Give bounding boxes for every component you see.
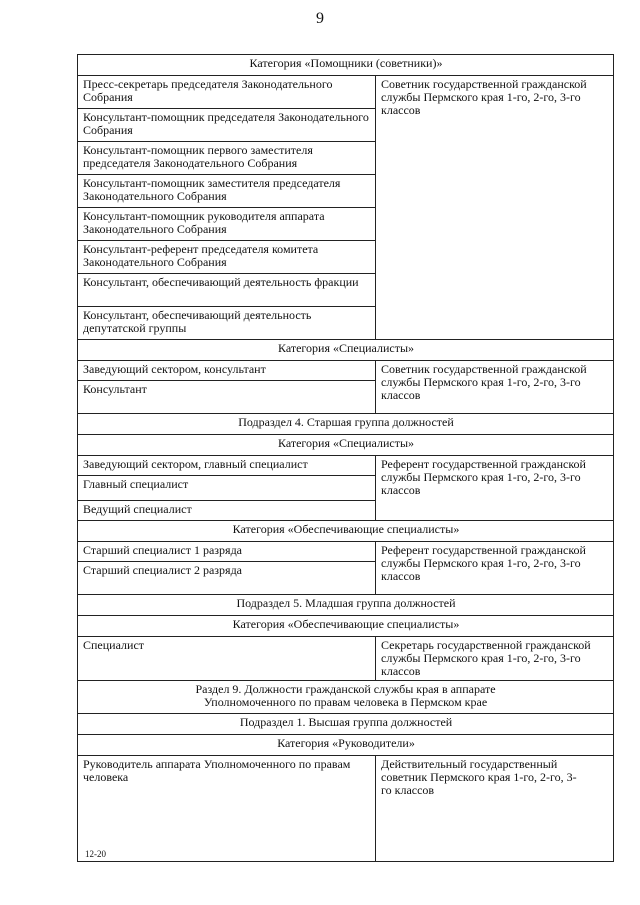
- position-name: Консультант-помощник руководителя аппарата Законодательного Собрания: [78, 208, 376, 241]
- subsection-heading: Подраздел 4. Старшая группа должностей: [78, 414, 614, 435]
- subsection-heading: Подраздел 5. Младшая группа должностей: [78, 595, 614, 616]
- position-row: [78, 542, 614, 562]
- position-name: Консультант-помощник председателя Законодательного Собрания: [78, 109, 376, 142]
- section-heading-row: [78, 681, 614, 714]
- class-rank: Референт государственной гражданской службы Пермского края 1-го, 2-го, 3-го классов: [376, 542, 614, 595]
- position-name: Консультант: [78, 381, 376, 414]
- position-row: [78, 361, 614, 381]
- class-rank: Референт государственной гражданской службы Пермского края 1-го, 2-го, 3-го классов: [376, 456, 614, 521]
- position-row: [78, 76, 614, 109]
- category-heading-row: [78, 521, 614, 542]
- position-name: Заведующий сектором, консультант: [78, 361, 376, 381]
- position-name: Консультант, обеспечивающий деятельность депутатской группы: [78, 307, 376, 340]
- category-heading-row: [78, 735, 614, 756]
- class-rank: Советник государственной гражданской службы Пермского края 1-го, 2-го, 3-го классов: [376, 361, 614, 414]
- subsection-heading-row: [78, 595, 614, 616]
- position-name: Главный специалист: [78, 476, 376, 501]
- position-name: Заведующий сектором, главный специалист: [78, 456, 376, 476]
- position-row: [78, 456, 614, 476]
- position-name: Консультант, обеспечивающий деятельность фракции: [78, 274, 376, 307]
- category-heading: Категория «Обеспечивающие специалисты»: [78, 521, 614, 542]
- position-name: Ведущий специалист: [78, 501, 376, 521]
- footer-code: 12-20: [85, 849, 106, 859]
- section-heading: Раздел 9. Должности гражданской службы края в аппарате Уполномоченного по правам человека в Пермском крае: [78, 681, 614, 714]
- category-heading: Категория «Обеспечивающие специалисты»: [78, 616, 614, 637]
- position-name: Консультант-референт председателя комитета Законодательного Собрания: [78, 241, 376, 274]
- category-heading-row: [78, 616, 614, 637]
- position-name: Пресс-секретарь председателя Законодательного Собрания: [78, 76, 376, 109]
- subsection-heading-row: [78, 414, 614, 435]
- page-number: 9: [316, 10, 324, 27]
- class-rank: Секретарь государственной гражданской службы Пермского края 1-го, 2-го, 3-го классов: [376, 637, 614, 681]
- category-heading: Категория «Руководители»: [78, 735, 614, 756]
- subsection-heading: Подраздел 1. Высшая группа должностей: [78, 714, 614, 735]
- category-heading: Категория «Помощники (советники)»: [78, 55, 614, 76]
- class-rank: Советник государственной гражданской службы Пермского края 1-го, 2-го, 3-го классов: [376, 76, 614, 340]
- position-name: Консультант-помощник первого заместителя председателя Законодательного Собрания: [78, 142, 376, 175]
- category-heading-row: [78, 55, 614, 76]
- position-name: Специалист: [78, 637, 376, 681]
- class-rank: Действительный государственный советник Пермского края 1-го, 2-го, 3-го классов: [376, 756, 614, 862]
- category-heading: Категория «Специалисты»: [78, 435, 614, 456]
- position-name: Старший специалист 1 разряда: [78, 542, 376, 562]
- category-heading-row: [78, 340, 614, 361]
- category-heading-row: [78, 435, 614, 456]
- category-heading: Категория «Специалисты»: [78, 340, 614, 361]
- position-name: Консультант-помощник заместителя председателя Законодательного Собрания: [78, 175, 376, 208]
- subsection-heading-row: [78, 714, 614, 735]
- position-name: Руководитель аппарата Уполномоченного по правам человека: [78, 756, 376, 862]
- position-name: Старший специалист 2 разряда: [78, 562, 376, 595]
- positions-table: [77, 54, 614, 862]
- position-row: [78, 637, 614, 681]
- position-row: [78, 756, 614, 862]
